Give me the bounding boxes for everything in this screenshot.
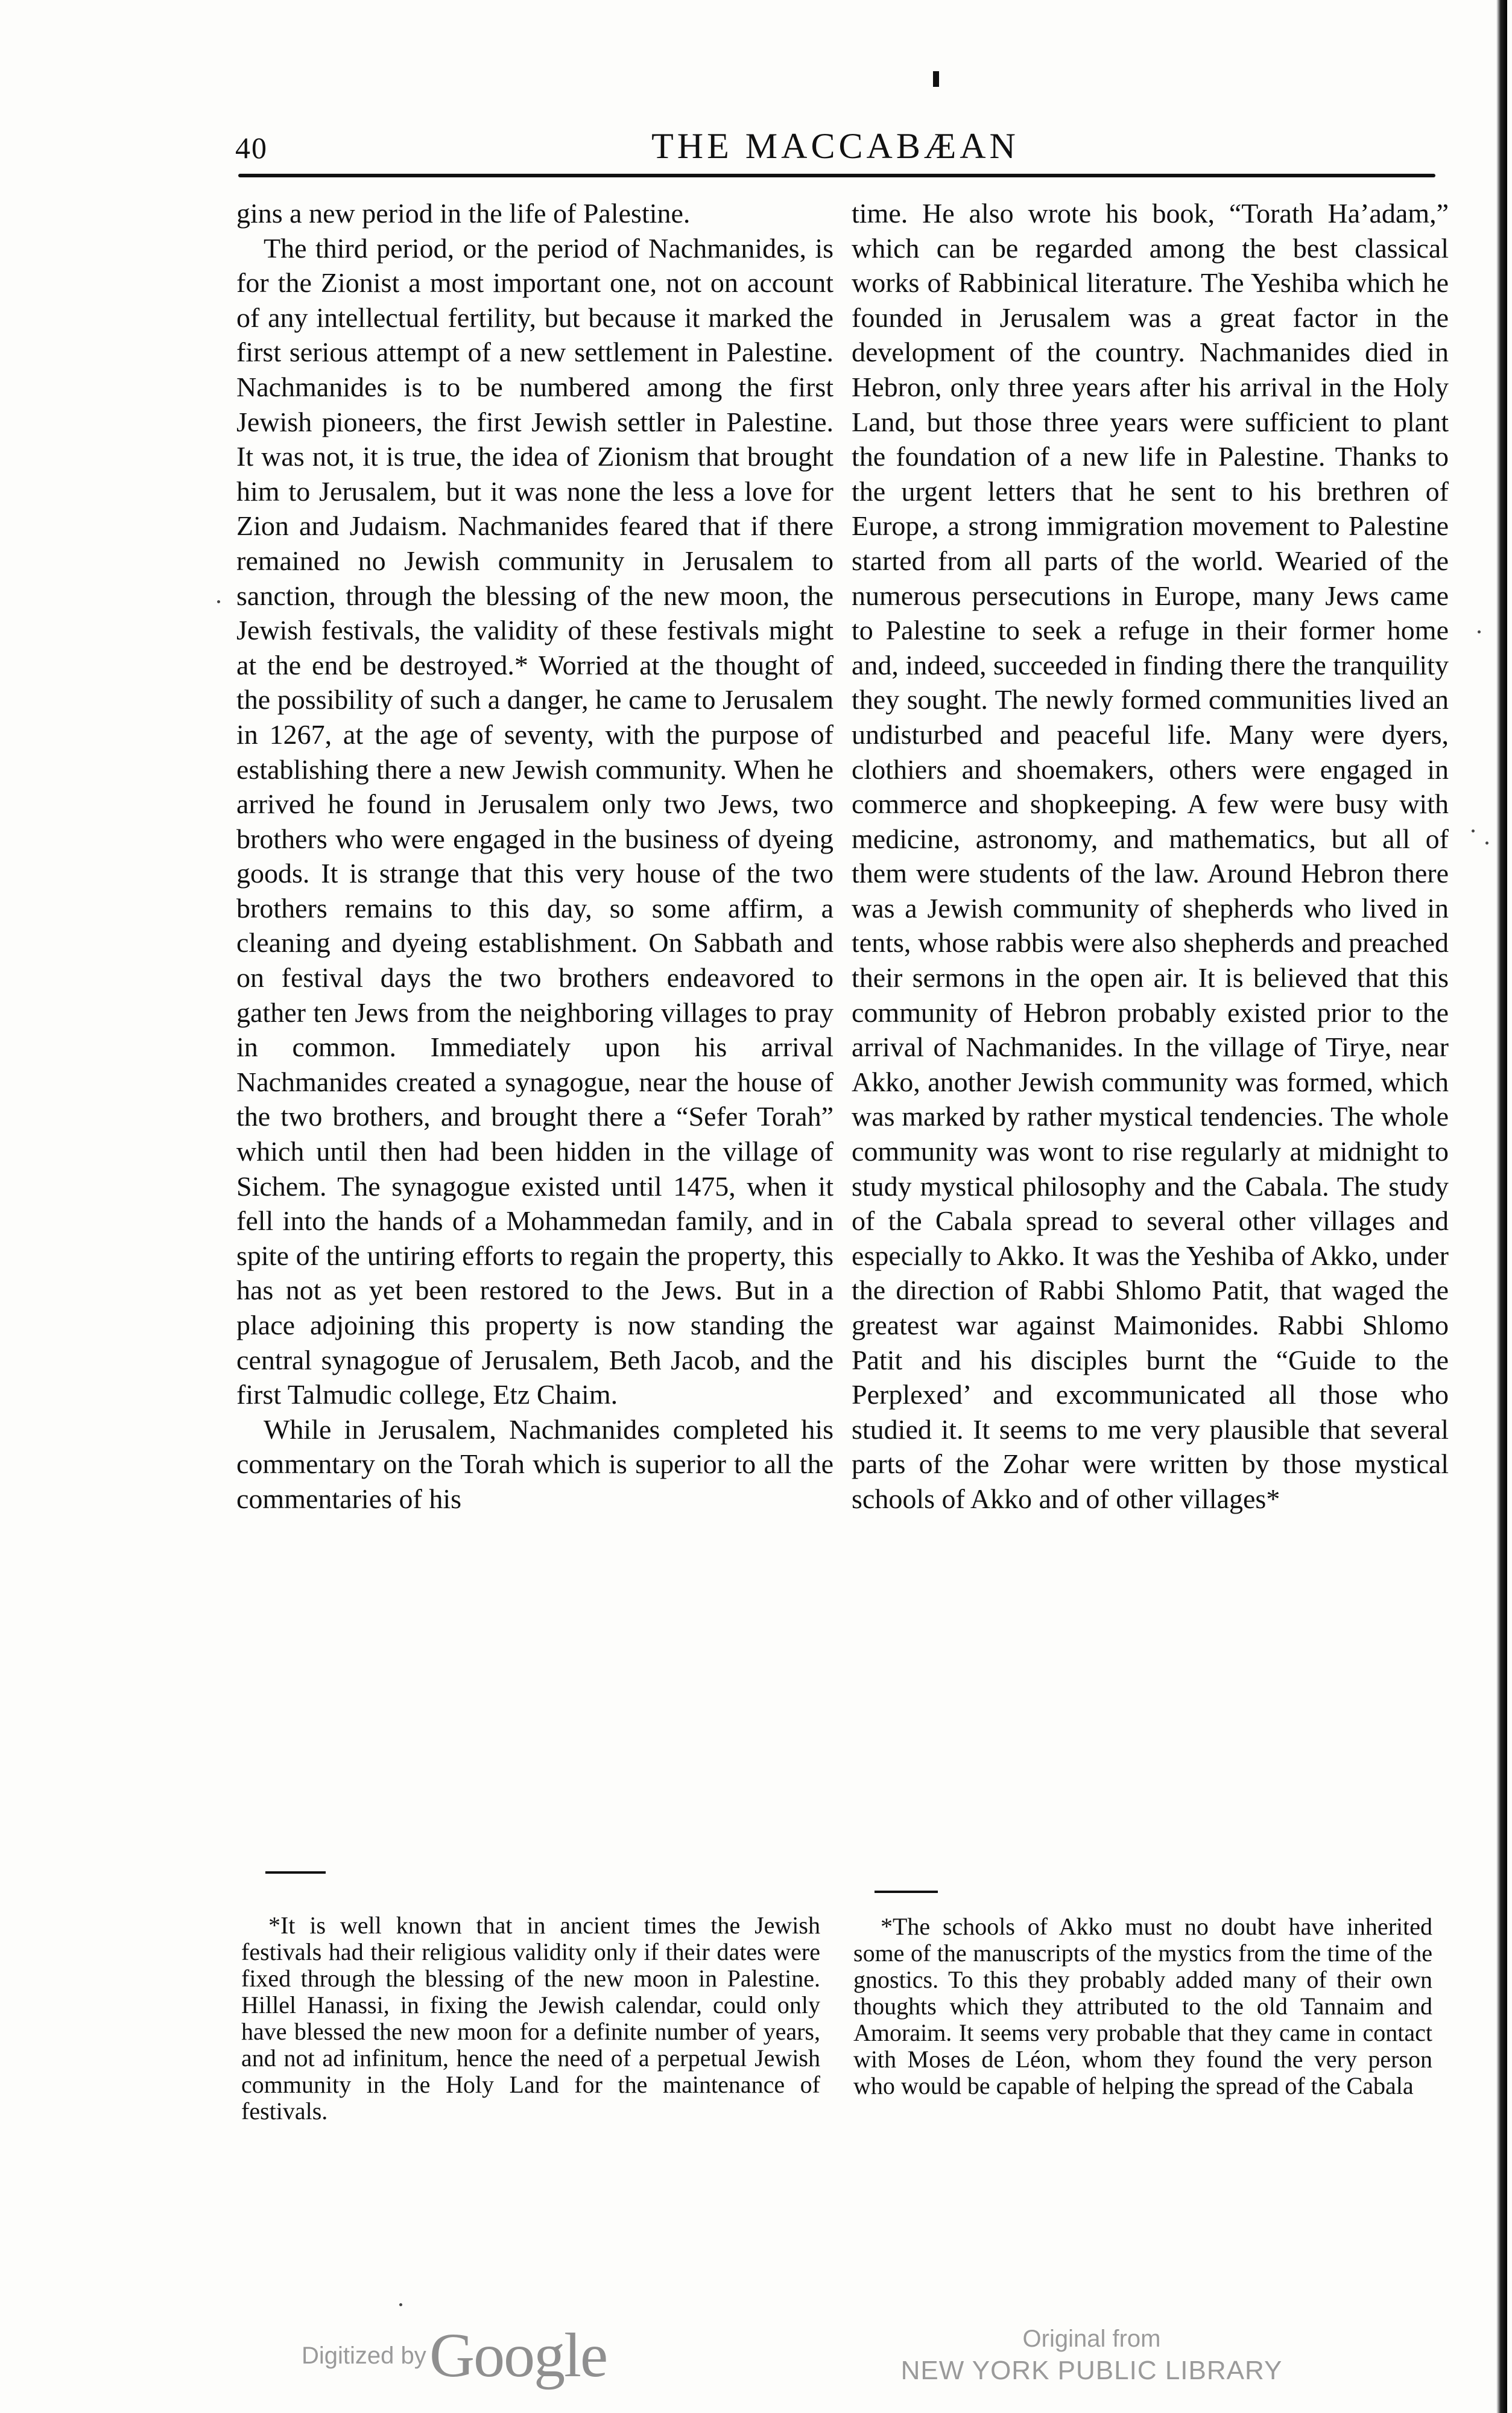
scan-speck bbox=[217, 600, 220, 603]
footnote-right: *The schools of Akko must no doubt have inherited some of the manuscripts of the mystics from the time of the gnostics. To this they probably added many of their own thoughts which they attributed to the old Tannaim and Amoraim. It seems very probable that they came in contact with Moses de Léon, whom they found the very person who would be capable of helping the spread of the Cabala bbox=[853, 1913, 1432, 2099]
scan-speck bbox=[1472, 829, 1475, 832]
footnote-rule-right bbox=[875, 1891, 938, 1893]
digitized-by-label: Digitized by bbox=[302, 2342, 426, 2369]
footnote-rule-left bbox=[265, 1871, 326, 1874]
page-number: 40 bbox=[235, 131, 268, 165]
left-paragraph-2: The third period, or the period of Nachmanides, is for the Zionist a most important one, not on account of any intellectual fertility, but because it marked the first serious attempt of a new settlement in Palestine. Nachmanides is to be numbered among the first Jewish pioneers, the first Jewish settler in Palestine. It was not, it is true, the idea of Zionism that brought him to Jerusalem, but it was none the less a love for Zion and Judaism. Nachmanides feared that if there remained no Jewish community in Jerusalem to sanction, through the blessing of the new moon, the Jewish festivals, the validity of these festivals might at the end be destroyed.* Worried at the thought of the possibility of such a danger, he came to Jerusalem in 1267, at the age of seventy, with the purpose of establishing there a new Jewish community. When he arrived he found in Jerusalem only two Jews, two brothers who were engaged in the business of dyeing goods. It is strange that this very house of the two brothers remains to this day, so some affirm, a cleaning and dyeing establishment. On Sabbath and on festival days the two brothers endeavored to gather ten Jews from the neighboring villages to pray in common. Immediately upon his arrival Nachmanides created a synagogue, near the house of the two brothers, and brought there a “Sefer Torah” which until then had been hidden in the village of Sichem. The synagogue existed until 1475, when it fell into the hands of a Mohammedan family, and in spite of the untiring efforts to regain the property, this has not as yet been restored to the Jews. But in a place adjoining this property is now standing the central synagogue of Jerusalem, Beth Jacob, and the first Talmudic college, Etz Chaim. bbox=[236, 232, 833, 1410]
right-paragraph-1: time. He also wrote his book, “Torath Ha’adam,” which can be regarded among the best classical works of Rabbinical literature. The Yeshiba which he founded in Jerusalem was a great factor in the development of the country. Nachmanides died in Hebron, only three years after his arrival in the Holy Land, but those three years were sufficient to plant the foundation of a new life in Palestine. Thanks to the urgent letters that he sent to his brethren of Europe, a strong immigration movement to Palestine started from all parts of the world. Wearied of the numerous persecutions in Europe, many Jews came to Palestine to seek a refuge in their former home and, indeed, succeeded in finding there the tranquility they sought. The newly formed communities lived an undisturbed and peaceful life. Many were dyers, clothiers and shoemakers, others were engaged in commerce and shopkeeping. A few were busy with medicine, astronomy, and mathematics, but all of them were students of the law. Around Hebron there was a Jewish community of shepherds who lived in tents, whose rabbis were also shepherds and preached their sermons in the open air. It is believed that this community of Hebron probably existed prior to the arrival of Nachmanides. In the village of Tirye, near Akko, another Jewish community was formed, which was marked by rather mystical tendencies. The whole community was wont to rise regularly at midnight to study mystical philosophy and the Cabala. The study of the Cabala spread to several other villages and especially to Akko. It was the Yeshiba of Akko, under the direction of Rabbi Shlomo Patit, that waged the greatest war against Maimonides. Rabbi Shlomo Patit and his disciples burnt the “Guide to the Perplexed’ and excommunicated all those who studied it. It seems to me very plausible that several parts of the Zohar were written by those mystical schools of Akko and of other villages* bbox=[852, 198, 1449, 1514]
left-column bbox=[236, 196, 833, 1517]
journal-title: THE MACCABÆAN bbox=[651, 126, 1019, 166]
scan-tick-mark bbox=[933, 71, 939, 87]
source-original-from: Original from bbox=[1022, 2326, 1161, 2352]
source-library-name: NEW YORK PUBLIC LIBRARY bbox=[900, 2356, 1283, 2385]
source-attribution bbox=[881, 2324, 1303, 2388]
right-column bbox=[852, 196, 1449, 1517]
left-paragraph-3: While in Jerusalem, Nachmanides completed his commentary on the Torah which is superior to all the commentaries of his bbox=[236, 1413, 833, 1514]
scan-speck bbox=[1478, 630, 1481, 633]
scan-speck bbox=[399, 2303, 402, 2306]
page-edge-shadow bbox=[1496, 0, 1507, 2413]
left-paragraph-1: gins a new period in the life of Palestine. bbox=[236, 198, 691, 229]
running-head bbox=[235, 125, 1435, 174]
header-rule bbox=[238, 174, 1435, 177]
google-logo: Google bbox=[429, 2321, 607, 2390]
footnote-left: *It is well known that in ancient times the Jewish festivals had their religious validity only if their dates were fixed through the blessing of the new moon in Palestine. Hillel Hanassi, in fixing the Jewish calendar, could only have blessed the new moon for a definite number of years, and not ad infinitum, hence the need of a perpetual Jewish community in the Holy Land for the maintenance of festivals. bbox=[241, 1912, 820, 2125]
scan-speck bbox=[1485, 842, 1488, 845]
